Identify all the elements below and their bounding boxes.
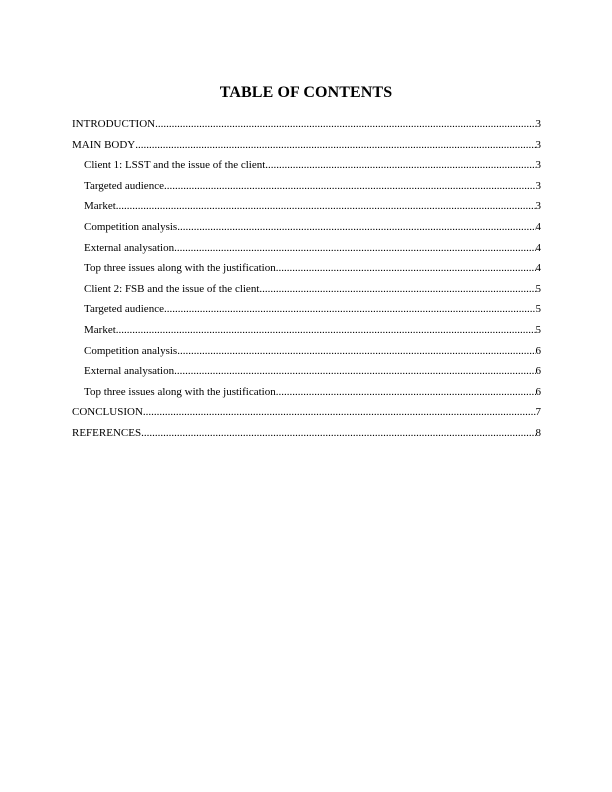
toc-entry-market-2[interactable] [72, 323, 541, 344]
toc-entry-label: Targeted audience [84, 179, 164, 192]
toc-dot-leader [276, 261, 536, 275]
toc-entry-external-analysation-2[interactable] [72, 364, 541, 385]
toc-page-number: 3 [535, 179, 541, 192]
toc-title: TABLE OF CONTENTS [219, 84, 393, 101]
toc-entry-label: CONCLUSION [72, 406, 143, 419]
toc-list [72, 117, 541, 447]
toc-dot-leader [265, 158, 535, 172]
toc-entry-market-1[interactable] [72, 199, 541, 220]
toc-dot-leader [164, 179, 536, 193]
toc-page-number: 3 [535, 118, 541, 130]
toc-entry-top-three-issues-2[interactable] [72, 385, 541, 406]
toc-entry-references[interactable] [72, 426, 541, 447]
toc-entry-label: Market [84, 200, 116, 213]
toc-entry-client-2[interactable] [72, 282, 541, 303]
toc-entry-competition-analysis-2[interactable] [72, 344, 541, 365]
toc-dot-leader [141, 426, 535, 440]
toc-entry-label: Top three issues along with the justification [84, 262, 276, 275]
toc-entry-label: External analysation [84, 241, 175, 254]
toc-dot-leader [116, 199, 536, 213]
toc-entry-main-body[interactable] [72, 138, 541, 159]
toc-dot-leader [116, 323, 536, 337]
toc-dot-leader [164, 302, 536, 316]
toc-entry-top-three-issues-1[interactable] [72, 261, 541, 282]
toc-entry-introduction[interactable] [72, 117, 541, 138]
toc-entry-targeted-audience-1[interactable] [72, 179, 541, 200]
toc-page-number: 4 [535, 220, 541, 233]
toc-dot-leader [155, 117, 535, 131]
toc-dot-leader [174, 364, 535, 378]
toc-page-number: 3 [535, 159, 541, 172]
toc-page-number: 5 [535, 303, 541, 316]
toc-page-number: 6 [535, 365, 541, 378]
toc-dot-leader [135, 138, 535, 152]
toc-page-number: 3 [535, 138, 541, 151]
toc-dot-leader [174, 241, 535, 255]
toc-page-number: 3 [535, 200, 541, 213]
toc-entry-conclusion[interactable] [72, 405, 541, 426]
toc-entry-label: REFERENCES [72, 426, 142, 439]
toc-page-number: 5 [535, 282, 541, 295]
toc-entry-label: Competition analysis [84, 220, 178, 233]
toc-page-number: 6 [535, 385, 541, 398]
toc-entry-label: Targeted audience [84, 303, 164, 316]
toc-entry-targeted-audience-2[interactable] [72, 302, 541, 323]
toc-entry-label: Client 2: FSB and the issue of the client [84, 282, 260, 295]
toc-entry-label: External analysation [84, 365, 175, 378]
toc-dot-leader [177, 220, 535, 234]
toc-dot-leader [177, 344, 535, 358]
toc-entry-label: Competition analysis [84, 344, 178, 357]
toc-dot-leader [259, 282, 535, 296]
toc-dot-leader [276, 385, 536, 399]
toc-entry-label: INTRODUCTION [72, 118, 156, 130]
toc-entry-external-analysation-1[interactable] [72, 241, 541, 262]
toc-entry-label: Top three issues along with the justification [84, 385, 276, 398]
toc-dot-leader [143, 405, 536, 419]
toc-page-number: 6 [535, 344, 541, 357]
toc-entry-label: Client 1: LSST and the issue of the client [84, 159, 266, 172]
toc-entry-label: MAIN BODY [72, 138, 136, 151]
toc-page-number: 5 [535, 323, 541, 336]
toc-page-number: 4 [535, 241, 541, 254]
toc-page-number: 8 [535, 426, 541, 439]
toc-entry-competition-analysis-1[interactable] [72, 220, 541, 241]
toc-page-number: 7 [535, 406, 541, 419]
toc-entry-client-1[interactable] [72, 158, 541, 179]
toc-page-number: 4 [535, 262, 541, 275]
toc-entry-label: Market [84, 323, 116, 336]
